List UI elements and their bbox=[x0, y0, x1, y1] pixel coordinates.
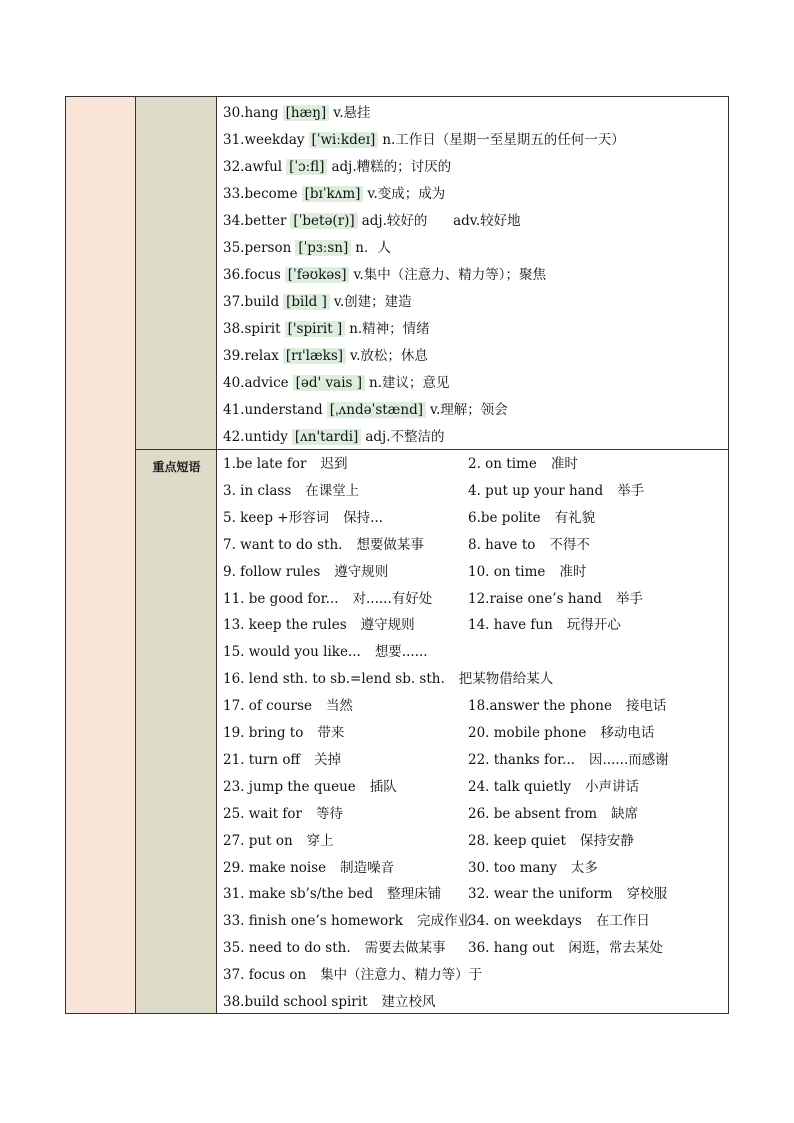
phrase-english: 9. follow rules bbox=[223, 563, 321, 580]
phrase-item bbox=[223, 909, 471, 929]
phrase-english: 15. would you like... bbox=[223, 644, 361, 661]
phrase-item bbox=[223, 963, 482, 983]
phrase-chinese: 接电话 bbox=[625, 698, 667, 715]
phrase-chinese: 需要去做某事 bbox=[364, 940, 446, 957]
phrase-item bbox=[223, 613, 415, 633]
phrase-item bbox=[468, 694, 666, 714]
phrase-chinese: 玩得开心 bbox=[566, 617, 621, 634]
phrase-row bbox=[223, 963, 728, 985]
phrase-english: 33. finish one’s homework bbox=[223, 913, 403, 930]
phrase-item bbox=[223, 694, 353, 714]
vocab-row bbox=[223, 236, 391, 258]
phrase-item bbox=[468, 452, 578, 472]
vocab-meaning: v.悬挂 bbox=[333, 105, 371, 121]
phrase-item bbox=[468, 613, 621, 633]
phrase-item bbox=[223, 452, 347, 472]
vocab-word: 33.become bbox=[223, 186, 298, 202]
vocab-row bbox=[223, 263, 546, 285]
vocab-phonetic: [ˈfəʊkəs] bbox=[285, 267, 350, 283]
phrase-row bbox=[223, 990, 728, 1012]
phrase-row bbox=[223, 936, 728, 958]
vocab-phonetic: ['spirit ] bbox=[285, 321, 346, 337]
phrase-row bbox=[223, 829, 728, 851]
phrase-chinese: 当然 bbox=[325, 698, 353, 715]
vocab-row bbox=[223, 290, 412, 312]
vocab-row bbox=[223, 371, 450, 393]
phrase-row bbox=[223, 882, 728, 904]
vocab-phonetic: [ˈɔːfl] bbox=[286, 159, 327, 175]
vocab-meaning: n.建议；意见 bbox=[369, 375, 450, 391]
phrase-item bbox=[223, 936, 446, 956]
phrase-english: 21. turn off bbox=[223, 751, 301, 768]
vocab-meaning: adj.较好的 adv.较好地 bbox=[361, 213, 521, 229]
phrase-item bbox=[468, 479, 644, 499]
phrase-item bbox=[223, 667, 553, 687]
vocab-meaning: n．人 bbox=[355, 240, 391, 256]
phrase-chinese: 穿校服 bbox=[626, 886, 668, 903]
phrase-english: 8. have to bbox=[468, 536, 536, 553]
phrase-chinese: 太多 bbox=[570, 859, 598, 876]
phrase-item bbox=[223, 721, 344, 741]
phrase-english: 4. put up your hand bbox=[468, 482, 604, 499]
phrase-chinese: 集中（注意力、精力等）于 bbox=[320, 967, 483, 984]
phrase-row bbox=[223, 909, 728, 931]
phrase-item bbox=[468, 829, 634, 849]
phrase-row bbox=[223, 452, 728, 474]
phrase-item bbox=[223, 479, 359, 499]
phrase-chinese: 举手 bbox=[617, 482, 645, 499]
phrase-english: 30. too many bbox=[468, 859, 557, 876]
phrase-row bbox=[223, 694, 728, 716]
phrase-item bbox=[223, 775, 397, 795]
phrase-item bbox=[223, 990, 436, 1010]
vocab-word: 38.spirit bbox=[223, 321, 281, 337]
vocab-row bbox=[223, 155, 451, 177]
vocab-word: 34.better bbox=[223, 213, 287, 229]
phrase-item bbox=[468, 909, 650, 929]
vocab-word: 42.untidy bbox=[223, 429, 288, 445]
phrase-english: 24. talk quietly bbox=[468, 778, 572, 795]
phrase-english: 25. wait for bbox=[223, 805, 302, 822]
vocab-word: 31.weekday bbox=[223, 132, 305, 148]
vocab-row bbox=[223, 344, 428, 366]
phrase-chinese: 缺席 bbox=[611, 805, 639, 822]
phrase-item bbox=[223, 748, 341, 768]
phrase-row bbox=[223, 802, 728, 824]
vocab-phonetic: [bild ] bbox=[283, 294, 330, 310]
phrase-chinese: 在课堂上 bbox=[305, 482, 360, 499]
phrase-item bbox=[468, 775, 639, 795]
vocab-meaning: adj.糟糕的；讨厌的 bbox=[331, 159, 452, 175]
phrase-chinese: 保持安静 bbox=[579, 832, 634, 849]
phrase-item bbox=[223, 802, 343, 822]
phrase-row bbox=[223, 856, 728, 878]
phrase-english: 17. of course bbox=[223, 698, 312, 715]
phrase-english: 22. thanks for... bbox=[468, 751, 575, 768]
vocab-word: 39.relax bbox=[223, 348, 279, 364]
phrase-chinese: 因......而感谢 bbox=[589, 751, 669, 768]
phrase-english: 19. bring to bbox=[223, 725, 304, 741]
vocab-row bbox=[223, 101, 371, 123]
category-column bbox=[136, 97, 217, 1013]
phrase-english: 3. in class bbox=[223, 482, 292, 499]
vocab-meaning: n.精神；情绪 bbox=[349, 321, 430, 337]
phrase-chinese: 穿上 bbox=[306, 832, 334, 849]
phrase-row bbox=[223, 775, 728, 797]
vocab-meaning: v.创建；建造 bbox=[333, 294, 412, 310]
phrase-chinese: 在工作日 bbox=[595, 913, 650, 930]
phrase-chinese: 想要...... bbox=[374, 644, 428, 661]
phrase-chinese: 遵守规则 bbox=[334, 563, 389, 580]
phrase-item bbox=[223, 640, 428, 660]
phrases-section-label: 重点短语 bbox=[152, 460, 201, 474]
phrase-chinese: 插队 bbox=[369, 778, 397, 795]
phrase-row bbox=[223, 506, 728, 528]
phrase-chinese: 准时 bbox=[559, 563, 587, 580]
phrase-english: 23. jump the queue bbox=[223, 778, 356, 795]
phrase-chinese: 遵守规则 bbox=[360, 617, 415, 634]
vocab-word: 35.person bbox=[223, 240, 292, 256]
phrase-item bbox=[223, 587, 432, 607]
phrase-english: 36. hang out bbox=[468, 940, 555, 957]
phrase-chinese: 不得不 bbox=[549, 536, 590, 553]
phrase-chinese: 建立校风 bbox=[381, 994, 436, 1010]
vocab-word: 30.hang bbox=[223, 105, 279, 121]
phrase-chinese: 移动电话 bbox=[600, 725, 655, 741]
vocab-phonetic: [ʌn'tardi] bbox=[292, 429, 361, 445]
phrase-row bbox=[223, 479, 728, 501]
phrase-english: 37. focus on bbox=[223, 967, 307, 984]
vocab-word: 32.awful bbox=[223, 159, 283, 175]
vocab-phonetic: [əd' vais ] bbox=[293, 375, 365, 391]
vocab-row bbox=[223, 209, 521, 231]
vocab-row bbox=[223, 182, 445, 204]
phrase-row bbox=[223, 613, 728, 635]
phrase-chinese: 想要做某事 bbox=[356, 536, 424, 553]
phrase-english: 34. on weekdays bbox=[468, 913, 582, 930]
phrase-row bbox=[223, 640, 728, 662]
phrase-row bbox=[223, 560, 728, 582]
phrase-item bbox=[223, 506, 383, 526]
phrase-english: 5. keep +形容词 bbox=[223, 509, 330, 526]
phrase-item bbox=[223, 533, 424, 553]
phrase-english: 1.be late for bbox=[223, 456, 307, 472]
phrase-item bbox=[223, 856, 394, 876]
phrase-row bbox=[223, 667, 728, 689]
vocab-phonetic: [rɪ'læks] bbox=[283, 348, 346, 364]
phrase-english: 12.raise one’s hand bbox=[468, 590, 602, 607]
vocab-row bbox=[223, 128, 625, 150]
phrase-item bbox=[468, 560, 586, 580]
phrase-item bbox=[223, 882, 441, 902]
vocab-row bbox=[223, 317, 430, 339]
phrase-chinese: 有礼貌 bbox=[554, 509, 596, 526]
phrase-chinese: 整理床铺 bbox=[387, 886, 442, 903]
phrase-row bbox=[223, 721, 728, 743]
phrase-item bbox=[468, 802, 638, 822]
phrase-chinese: 保持... bbox=[343, 509, 383, 526]
phrase-english: 32. wear the uniform bbox=[468, 886, 613, 903]
vocab-word: 41.understand bbox=[223, 402, 323, 418]
vocab-phonetic: [bɪˈkʌm] bbox=[302, 186, 364, 202]
vocab-table bbox=[65, 96, 729, 1014]
phrase-english: 27. put on bbox=[223, 832, 293, 849]
phrase-chinese: 等待 bbox=[315, 805, 343, 822]
phrase-item bbox=[223, 829, 334, 849]
vocab-row bbox=[223, 425, 445, 447]
vocab-phonetic: [hæŋ] bbox=[283, 105, 330, 121]
unit-column bbox=[66, 97, 136, 1013]
phrase-english: 28. keep quiet bbox=[468, 832, 566, 849]
phrase-chinese: 举手 bbox=[615, 590, 643, 607]
vocab-phonetic: [ˈbetə(r)] bbox=[290, 213, 357, 229]
phrase-chinese: 关掉 bbox=[314, 751, 342, 768]
phrase-item bbox=[223, 560, 388, 580]
phrase-english: 2. on time bbox=[468, 456, 537, 472]
vocab-word: 40.advice bbox=[223, 375, 289, 391]
phrase-english: 6.be polite bbox=[468, 509, 541, 526]
vocab-row bbox=[223, 398, 508, 420]
phrase-item bbox=[468, 721, 654, 741]
vocab-word: 37.build bbox=[223, 294, 280, 310]
vocab-meaning: v.集中（注意力、精力等）；聚焦 bbox=[353, 267, 547, 283]
phrase-english: 16. lend sth. to sb.=lend sb. sth. bbox=[223, 671, 445, 688]
phrase-item bbox=[468, 936, 663, 956]
phrase-english: 20. mobile phone bbox=[468, 725, 587, 741]
phrase-chinese: 准时 bbox=[550, 456, 578, 472]
vocab-phonetic: [ˌʌndəˈstænd] bbox=[327, 402, 426, 418]
phrase-chinese: 对......有好处 bbox=[352, 590, 433, 607]
phrase-item bbox=[468, 533, 590, 553]
phrase-english: 14. have fun bbox=[468, 617, 553, 634]
phrase-item bbox=[468, 506, 595, 526]
phrase-english: 38.build school spirit bbox=[223, 994, 368, 1010]
phrase-row bbox=[223, 587, 728, 609]
row-divider bbox=[136, 449, 728, 450]
phrase-english: 11. be good for... bbox=[223, 590, 339, 607]
phrase-english: 7. want to do sth. bbox=[223, 536, 343, 553]
phrase-english: 26. be absent from bbox=[468, 805, 598, 822]
vocab-word: 36.focus bbox=[223, 267, 281, 283]
vocab-phonetic: [ˈwiːkdeɪ] bbox=[309, 132, 379, 148]
phrase-row bbox=[223, 748, 728, 770]
phrase-chinese: 迟到 bbox=[320, 456, 348, 472]
vocab-meaning: v.变成；成为 bbox=[367, 186, 446, 202]
phrase-english: 29. make noise bbox=[223, 859, 327, 876]
phrase-item bbox=[468, 882, 667, 902]
phrase-english: 31. make sb’s/the bed bbox=[223, 886, 374, 903]
phrase-english: 13. keep the rules bbox=[223, 617, 347, 634]
phrase-row bbox=[223, 533, 728, 555]
vocab-meaning: adj.不整洁的 bbox=[365, 429, 445, 445]
phrase-chinese: 闲逛，常去某处 bbox=[568, 940, 663, 957]
phrase-english: 10. on time bbox=[468, 563, 546, 580]
phrase-chinese: 带来 bbox=[317, 725, 345, 741]
phrase-chinese: 完成作业 bbox=[416, 913, 471, 930]
phrase-item bbox=[468, 587, 643, 607]
phrase-english: 35. need to do sth. bbox=[223, 940, 351, 957]
phrase-chinese: 把某物借给某人 bbox=[458, 671, 554, 688]
vocab-meaning: v.放松；休息 bbox=[350, 348, 428, 364]
phrase-chinese: 制造噪音 bbox=[340, 859, 395, 876]
phrase-english: 18.answer the phone bbox=[468, 698, 612, 715]
vocab-meaning: n.工作日（星期一至星期五的任何一天） bbox=[382, 132, 625, 148]
vocab-meaning: v.理解；领会 bbox=[429, 402, 508, 418]
phrase-item bbox=[468, 748, 669, 768]
phrase-chinese: 小声讲话 bbox=[585, 778, 640, 795]
vocab-phonetic: [ˈpɜːsn] bbox=[295, 240, 351, 256]
phrase-item bbox=[468, 856, 598, 876]
